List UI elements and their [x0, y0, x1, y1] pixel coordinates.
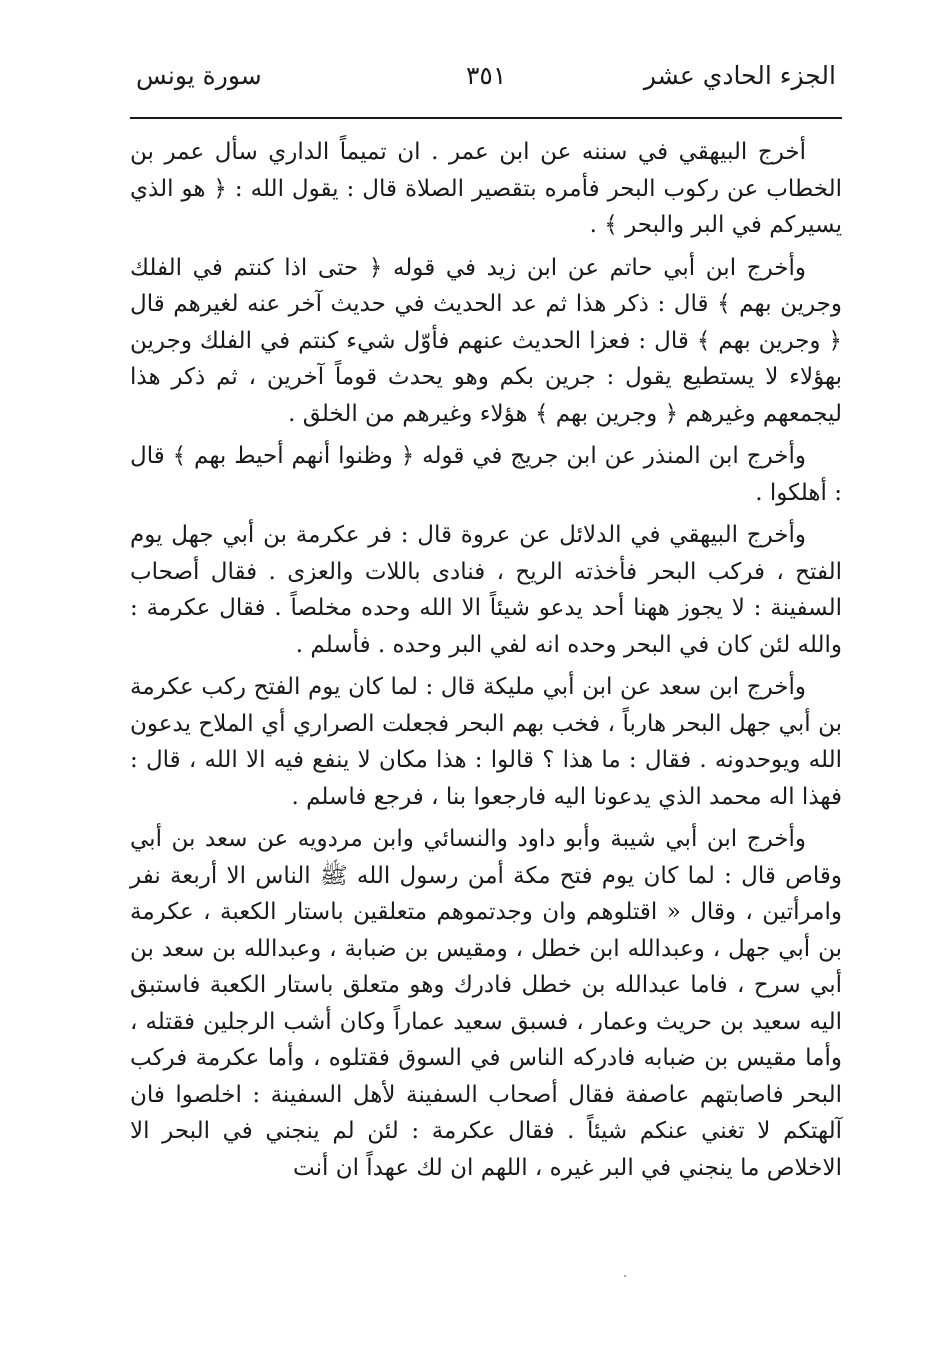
header-rule	[130, 117, 842, 119]
surah-name: سورة يونس	[136, 61, 262, 90]
paragraph: وأخرج ابن المنذر عن ابن جريج في قوله ﴿ وظنوا أنهم أحيط بهم ﴾ قال : أهلكوا .	[130, 443, 842, 506]
paragraph: وأخرج ابن سعد عن ابن أبي مليكة قال : لما كان يوم الفتح ركب عكرمة بن أبي جهل البحر هارباً ، فخب بهم البحر فجعلت الصراري أي الملاح يدعون الله ويوحدونه . فقال : ما هذا ؟ قالوا : هذا مكان لا ينفع فيه الا الله ، قال : فهذا اله محمد الذي يدعونا اليه فارجعوا بنا ، فرجع فاسلم .	[130, 674, 842, 810]
paragraph: وأخرج البيهقي في الدلائل عن عروة قال : فر عكرمة بن أبي جهل يوم الفتح ، فركب البحر فأخذته الريح ، فنادى باللات والعزى . فقال أصحاب السفينة : لا يجوز ههنا أحد يدعو شيئاً الا الله وحده مخلصاً . فقال عكرمة : والله لئن كان في البحر وحده انه لفي البر وحده . فأسلم .	[130, 522, 842, 658]
running-head: الجزء الحادي عشر	[643, 61, 836, 90]
paragraph: وأخرج ابن أبي حاتم عن ابن زيد في قوله ﴿ حتى اذا كنتم في الفلك وجرين بهم ﴾ قال : ذكر هذا ثم عد الحديث في حديث آخر عنه لغيرهم قال ﴿ وجرين بهم ﴾ قال : فعزا الحديث عنهم فأوّل شيء كنتم في الفلك وجرين بهؤلاء لا يستطيع يقول : جرين بكم وهو يحدث قوماً آخرين ، ثم ذكر هذا ليجمعهم وغيرهم ﴿ وجرين بهم ﴾ هؤلاء وغيرهم من الخلق .	[130, 254, 842, 427]
paragraph: وأخرج ابن أبي شيبة وأبو داود والنسائي وابن مردويه عن سعد بن أبي وقاص قال : لما كان يوم فتح مكة أمن رسول الله ﷺ الناس الا أربعة نفر وامرأتين ، وقال « اقتلوهم وان وجدتموهم متعلقين باستار الكعبة ، عكرمة بن أبي جهل ، وعبدالله ابن خطل ، ومقيس بن ضبابة ، وعبدالله بن سعد بن أبي سرح ، فاما عبدالله بن خطل فادرك وهو متعلق باستار الكعبة فاستبق اليه سعيد بن حريث وعمار ، فسبق سعيد عماراً وكان أشب الرجلين فقتله ، وأما مقيس بن ضبابه فادركه الناس في السوق فقتلوه ، وأما عكرمة فركب البحر فاصابتهم عاصفة فقال أصحاب السفينة لأهل السفينة : اخلصوا فان آلهتكم لا تغني عنكم شيئاً . فقال عكرمة : لئن لم ينجني في البحر الا الاخلاص ما ينجني في البر غيره ، اللهم ان لك عهداً ان أنت	[130, 826, 842, 1181]
body-text	[130, 134, 842, 1186]
paragraph: أخرج البيهقي في سننه عن ابن عمر . ان تميماً الداري سأل عمر بن الخطاب عن ركوب البحر فأمره بتقصير الصلاة قال : يقول الله : ﴿ هو الذي يسيركم في البر والبحر ﴾ .	[130, 139, 842, 238]
page-number: ٣٥١	[466, 61, 507, 90]
scan-speck	[624, 1275, 626, 1277]
page-header	[136, 58, 836, 102]
